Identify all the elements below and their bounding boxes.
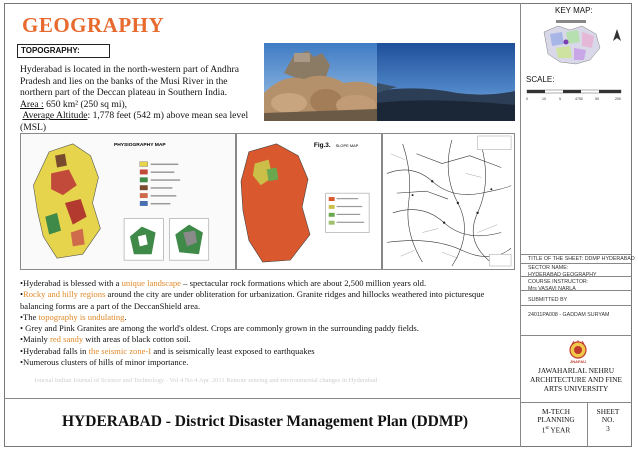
page-title: GEOGRAPHY xyxy=(22,13,165,37)
area-label: Area : xyxy=(20,98,44,110)
bullet-item: •Numerous clusters of hills of minor importance. xyxy=(20,357,189,368)
sheet-label: SHEET xyxy=(596,407,620,416)
geography-bullets xyxy=(20,278,514,368)
sector-label: SECTOR NAME: xyxy=(528,265,569,271)
altitude-label: Average Altitude xyxy=(22,110,88,122)
map2-title: SLOPE MAP xyxy=(335,142,359,148)
footer-divider xyxy=(4,398,521,399)
scale-tick: 200 xyxy=(615,97,621,101)
bullet-item: •Hyderabad falls in the seismic zone-I and is seismically least exposed to earthquakes xyxy=(20,345,315,356)
topography-label: TOPOGRAPHY: xyxy=(17,44,110,58)
sidebar-divider xyxy=(520,3,521,447)
sheet-label: NO. xyxy=(601,415,615,425)
scale-tick: 10 xyxy=(542,97,546,101)
course-line: M-TECH xyxy=(542,407,570,416)
course-line: PLANNING xyxy=(537,415,575,425)
intro-paragraph: Hyderabad is located in the north-western part of Andhra Pradesh and lies on the banks of the Musi River in the northern part of the Deccan plateau in Southern India. xyxy=(20,64,239,99)
scale-tick: 5 xyxy=(559,97,561,101)
instructor-value: Mrs VASAVI NARLA xyxy=(528,285,576,292)
scale-bar xyxy=(525,86,625,104)
scale-label: SCALE: xyxy=(526,75,555,84)
university-logo xyxy=(566,340,590,364)
course-year: 1st YEAR xyxy=(541,425,571,435)
sidebar-rule xyxy=(521,305,632,306)
submitted-label: SUBMITTED BY xyxy=(528,297,568,303)
scale-tick: 4750 xyxy=(575,97,583,101)
sheet-title-label: TITLE OF THE SHEET: DDMP HYDERABAD xyxy=(528,256,635,262)
sidebar-rule xyxy=(521,263,632,264)
sidebar-rule xyxy=(521,335,632,336)
university-name: JAWAHARLAL NEHRU ARCHITECTURE AND FINE ARTS UNIVERSITY xyxy=(530,366,622,393)
landscape-photo xyxy=(377,43,515,121)
physiography-map xyxy=(20,133,236,270)
topographic-map xyxy=(382,133,515,270)
scale-tick: 50 xyxy=(595,97,599,101)
rock-formation-photo xyxy=(264,43,377,121)
altitude-line xyxy=(20,110,258,133)
bullet-item: •Rocky and hilly regions around the city are under obliteration for urbanization. Granite ridges and hillocks weathered into picturesque balancing forms are a part of the DeccanShield area. xyxy=(20,289,485,311)
map1-title: PHYSIOGRAPHY MAP xyxy=(113,142,166,148)
topography-intro xyxy=(20,64,258,134)
footer-title: HYDERABAD - District Disaster Management Plan (DDMP) xyxy=(62,413,469,430)
bullet-item: •The topography is undulating. xyxy=(20,311,127,322)
sheet-number xyxy=(588,408,628,433)
bullet-item: •Mainly red sandy with areas of black cotton soil. xyxy=(20,334,191,345)
north-arrow-icon xyxy=(612,28,622,42)
sector-value: HYDERABAD GEOGRAPHY xyxy=(528,271,597,278)
bullet-item: •Hyderabad is blessed with a unique landscape – spectacular rock formations which are about 2,500 million years old. xyxy=(20,278,427,288)
instructor-label: COURSE INSTRUCTOR: xyxy=(528,279,589,285)
altitude-value: : 1,778 feet (542 m) above mean sea level (MSL) xyxy=(20,110,249,133)
area-value: 650 km² (250 sq mi), xyxy=(43,98,128,110)
submitted-value: 24011PA008 - GADDAM SURYAM xyxy=(528,312,610,318)
course-info xyxy=(526,408,586,435)
source-note: Journal Indian Journal of Science and Technology · Vol 4 No 4 Apr. 2011 Remote sensing and environmental changes in Hyderabad xyxy=(34,377,378,384)
key-map xyxy=(536,18,606,70)
logo-text: JNAFAU xyxy=(569,359,587,364)
sheet-number-value: 3 xyxy=(606,423,610,433)
sidebar-rule xyxy=(521,402,632,403)
area-line xyxy=(20,99,258,111)
bullet-item: • Grey and Pink Granites are among the world's oldest. Crops are commonly grown in the surrounding paddy fields. xyxy=(20,323,419,334)
keymap-label: KEY MAP: xyxy=(555,6,593,15)
map2-fig-label: Fig.3. xyxy=(313,141,331,149)
scale-tick: 0 xyxy=(526,97,528,101)
sector-block xyxy=(528,265,597,278)
sidebar-rule xyxy=(521,254,632,255)
instructor-block xyxy=(528,279,588,292)
slope-map xyxy=(236,133,382,270)
